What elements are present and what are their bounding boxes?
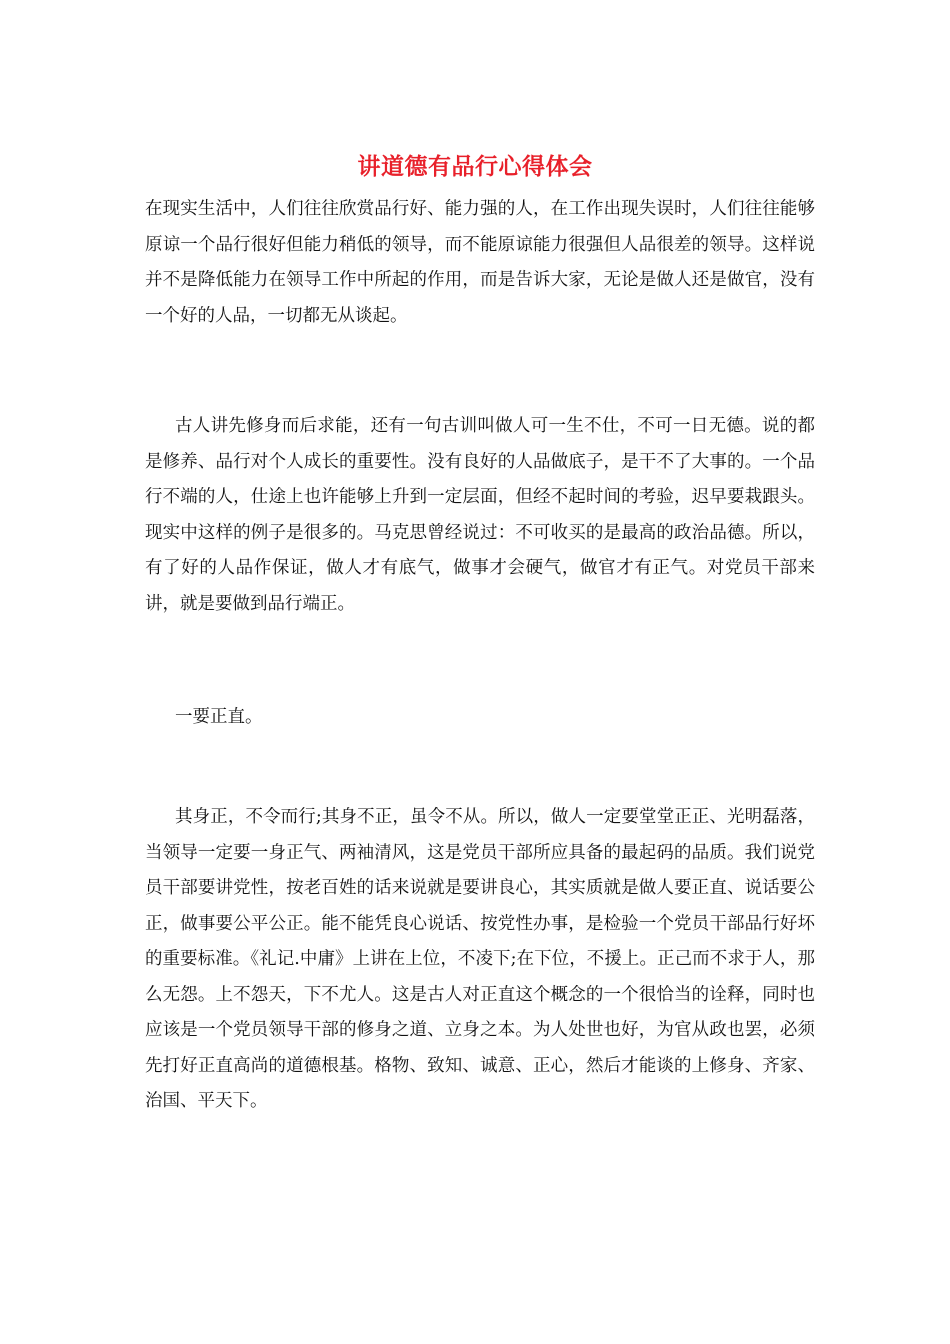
paragraph-ancient-teaching: 古人讲先修身而后求能，还有一句古训叫做人可一生不仕，不可一日无德。说的都是修养、品行对个人成长的重要性。没有良好的人品做底子，是干不了大事的。一个品行不端的人，仕途上也许能够上升到一定层面，但经不起时间的考验，迟早要栽跟头。现实中这样的例子是很多的。马克思曾经说过：不可收买的是最高的政治品德。所以，有了好的人品作保证，做人才有底气，做事才会硬气，做官才有正气。对党员干部来讲，就是要做到品行端正。 [145,416,815,614]
paragraph-integrity: 其身正，不令而行;其身不正，虽令不从。所以，做人一定要堂堂正正、光明磊落，当领导一定要一身正气、两袖清风，这是党员干部所应具备的最起码的品质。我们说党员干部要讲党性，按老百姓的话来说就是要讲良心，其实质就是做人要正直、说话要公正，做事要公平公正。能不能凭良心说话、按党性办事，是检验一个党员干部品行好坏的重要标准。《礼记.中庸》上讲在上位，不凌下;在下位，不援上。正己而不求于人，那么无怨。上不怨天，下不尤人。这是古人对正直这个概念的一个很恰当的诠释，同时也应该是一个党员领导干部的修身之道、立身之本。为人处世也好，为官从政也罢，必须先打好正直高尚的道德根基。格物、致知、诚意、正心，然后才能谈的上修身、齐家、治国、平天下。 [145,807,815,1111]
paragraph-intro: 在现实生活中，人们往往欣赏品行好、能力强的人，在工作出现失误时，人们往往能够原谅一个品行很好但能力稍低的领导，而不能原谅能力很强但人品很差的领导。这样说并不是降低能力在领导工作中所起的作用，而是告诉大家，无论是做人还是做官，没有一个好的人品，一切都无从谈起。 [145,199,815,326]
section-heading-integrity: 一要正直。 [175,707,263,727]
document-title: 讲道德有品行心得体会 [357,153,593,180]
